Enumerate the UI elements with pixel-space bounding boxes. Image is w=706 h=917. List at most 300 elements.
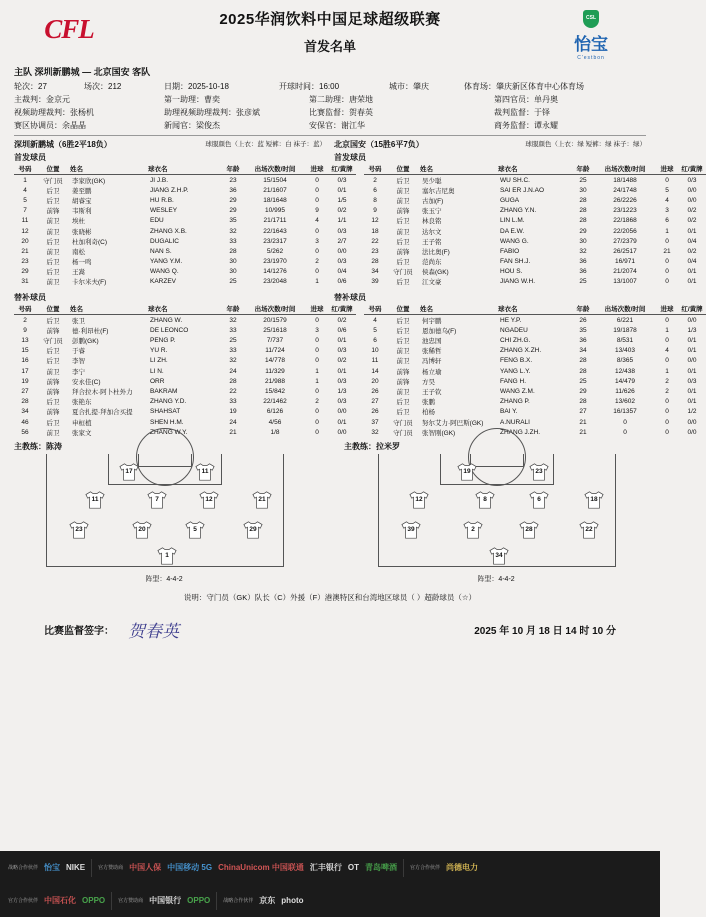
cell-cards: 0/4 — [687, 258, 697, 266]
cell-pos: 前卫 — [46, 218, 60, 226]
cell-no: 20 — [21, 237, 29, 245]
home-pitch — [14, 454, 314, 574]
cell-age: 33 — [229, 398, 237, 406]
cell-goals: 2 — [665, 377, 669, 385]
cell-no: 2 — [373, 176, 377, 184]
cell-apps: 22/1868 — [613, 217, 637, 225]
cell-shirtname: A.NURALI — [500, 418, 530, 426]
home-formation-label: 阵型： — [145, 576, 167, 584]
pitch-player-number: 5 — [193, 526, 197, 534]
home-name: 深圳新鹏城 — [14, 140, 54, 149]
divider — [14, 135, 646, 136]
th-goals: 进球 — [656, 163, 678, 175]
cell-pos: 前卫 — [46, 228, 60, 236]
cell-pos: 后卫 — [46, 197, 60, 205]
table-row — [364, 175, 706, 186]
sponsor-sub: C'estbon — [577, 55, 605, 61]
info-row — [14, 107, 646, 118]
cell-no: 46 — [21, 418, 29, 426]
cell-apps: 4/56 — [268, 418, 282, 426]
cell-cards: 1/1 — [337, 217, 347, 225]
cell-name: 冯博轩 — [422, 358, 442, 366]
cell-age: 29 — [229, 196, 237, 204]
cell-age: 36 — [579, 258, 587, 266]
home-formation — [14, 574, 314, 584]
cell-age: 25 — [229, 337, 237, 345]
cell-name: 江文豪 — [422, 279, 442, 287]
table-row — [14, 246, 356, 256]
info-value: 张杨机 — [70, 108, 94, 117]
table-row — [364, 325, 706, 335]
cell-shirtname: EDU — [150, 217, 164, 225]
cell-pos: 后卫 — [46, 399, 60, 407]
cell-name: 南松 — [72, 248, 85, 256]
cell-cards: 0/2 — [337, 316, 347, 324]
cell-pos: 前锋 — [46, 378, 60, 386]
away-subs-body — [364, 315, 706, 438]
cell-shirtname: ORR — [150, 377, 165, 385]
cell-name: 张玉宁 — [422, 208, 442, 216]
cell-no: 21 — [21, 247, 29, 255]
th-apps: 出场次数/时间 — [244, 163, 306, 175]
cell-no: 9 — [23, 326, 27, 334]
cell-cards: 0/1 — [687, 227, 697, 235]
cell-shirtname: WANG Q. — [150, 268, 179, 276]
info-value: 谭永耀 — [534, 121, 558, 130]
cell-no: 8 — [373, 196, 377, 204]
cell-cards: 0/3 — [687, 176, 697, 184]
cell-cards: 0/1 — [687, 337, 697, 345]
cell-name: 杨立瑜 — [422, 368, 442, 376]
cell-goals: 3 — [665, 207, 669, 215]
cell-age: 30 — [229, 268, 237, 276]
pitch-player-number: 6 — [537, 496, 541, 504]
cell-pos: 守门员 — [43, 338, 63, 346]
cell-pos: 后卫 — [396, 177, 410, 185]
sponsor-row2-label: 官方合作伙伴 — [409, 865, 440, 871]
th-pos: 位置 — [36, 163, 70, 175]
away-team-header — [334, 139, 646, 150]
cell-no: 22 — [371, 237, 379, 245]
cell-pos: 守门员 — [393, 419, 413, 427]
sponsor-item: photo — [281, 896, 304, 905]
cell-apps: 22/2056 — [613, 227, 637, 235]
th-cards: 红/黄牌 — [328, 163, 356, 175]
cell-name: 恩加德乌(F) — [422, 327, 457, 335]
cell-cards: 0/1 — [687, 268, 697, 276]
th-no: 号码 — [14, 163, 36, 175]
table-row — [14, 216, 356, 226]
th-age: 年龄 — [572, 303, 594, 315]
cell-no: 2 — [23, 316, 27, 324]
info-value: 于铎 — [534, 108, 550, 117]
table-row — [364, 427, 706, 437]
away-subs-title-wrap — [334, 292, 646, 303]
info-value: 谢江华 — [341, 121, 365, 130]
cell-pos: 前锋 — [46, 388, 60, 396]
divider — [91, 859, 92, 877]
cell-no: 28 — [371, 258, 379, 266]
cell-name: 王子钦 — [422, 388, 442, 396]
cell-age: 30 — [579, 237, 587, 245]
away-label: 客队 — [132, 67, 151, 77]
th-shirtname: 球衣名 — [498, 303, 572, 315]
cell-pos: 后卫 — [46, 419, 60, 427]
pitch-player-shirt — [400, 520, 422, 540]
cell-shirtname: ZHANG W. — [150, 316, 183, 324]
table-header-row — [364, 303, 706, 315]
cell-cards: 0/0 — [337, 247, 347, 255]
cell-no: 12 — [371, 217, 379, 225]
cell-no: 9 — [373, 207, 377, 215]
cell-pos: 后卫 — [46, 259, 60, 267]
cell-age: 32 — [229, 227, 237, 235]
cell-pos: 后卫 — [46, 317, 60, 325]
cell-age: 28 — [579, 367, 587, 375]
cell-shirtname: YANG L.Y. — [500, 367, 531, 375]
cell-goals: 3 — [315, 326, 319, 334]
cell-pos: 后卫 — [396, 279, 410, 287]
cell-cards: 0/1 — [337, 337, 347, 345]
divider — [403, 859, 404, 877]
cell-apps: 23/2048 — [263, 278, 287, 286]
starters-titles — [14, 152, 646, 163]
cell-age: 28 — [579, 196, 587, 204]
cell-goals: 0 — [665, 428, 669, 436]
cell-goals: 2 — [315, 258, 319, 266]
info-value: 16:00 — [319, 82, 340, 91]
table-row — [364, 417, 706, 427]
sponsor-item: 怡宝 — [44, 863, 61, 872]
cell-cards: 0/6 — [337, 278, 347, 286]
home-record: （6胜2平18负） — [54, 140, 112, 149]
cell-cards: 0/3 — [337, 398, 347, 406]
cell-apps: 15/1504 — [263, 176, 287, 184]
info-label: 场次： — [84, 82, 108, 91]
divider — [111, 892, 112, 910]
cell-shirtname: DE LEONCO — [150, 326, 189, 334]
table-row — [364, 397, 706, 407]
home-subs-title: 替补球员 — [14, 293, 46, 303]
cell-cards: 0/2 — [337, 207, 347, 215]
cell-no: 34 — [371, 268, 379, 276]
cell-no: 13 — [21, 337, 29, 345]
cell-apps: 0 — [623, 428, 627, 436]
sponsor-item: OPPO — [187, 896, 211, 905]
cell-age: 25 — [579, 377, 587, 385]
info-value: 212 — [108, 82, 122, 91]
cell-shirtname: NAN S. — [150, 247, 172, 255]
cell-apps: 22/1462 — [263, 398, 287, 406]
th-cards: 红/黄牌 — [678, 303, 706, 315]
cell-pos: 前卫 — [396, 348, 410, 356]
table-row — [14, 397, 356, 407]
cell-apps: 13/602 — [615, 398, 635, 406]
cell-pos: 前卫 — [396, 187, 410, 195]
home-starters-title: 首发球员 — [14, 153, 46, 162]
sponsor-item: 京东 — [259, 896, 276, 905]
table-row — [364, 246, 706, 256]
cell-name: 吴少聪 — [422, 177, 442, 185]
cell-goals: 0 — [315, 387, 319, 395]
document-header — [14, 0, 646, 61]
pitch-player-shirt — [578, 520, 600, 540]
info-label: 商务监督： — [494, 121, 534, 130]
cell-apps: 8/365 — [616, 357, 634, 365]
table-row — [14, 175, 356, 186]
info-row — [14, 94, 646, 105]
cell-apps: 5/262 — [266, 247, 284, 255]
cell-shirtname: ZHANG W.Y. — [150, 428, 188, 436]
cell-pos: 前卫 — [46, 368, 60, 376]
th-name: 姓名 — [70, 163, 148, 175]
cell-age: 36 — [229, 186, 237, 194]
cell-apps: 22/1643 — [263, 227, 287, 235]
cell-shirtname: ZHANG X.ZH. — [500, 347, 542, 355]
info-value: 曹奕 — [204, 95, 220, 104]
cell-pos: 前卫 — [396, 358, 410, 366]
cell-age: 23 — [229, 176, 237, 184]
cell-pos: 后卫 — [46, 348, 60, 356]
cell-cards: 2/7 — [337, 237, 347, 245]
home-label: 主队 — [14, 67, 33, 77]
info-row — [14, 120, 646, 131]
cell-name: 张稀哲 — [422, 348, 442, 356]
cell-shirtname: YU R. — [150, 347, 168, 355]
cell-goals: 5 — [665, 186, 669, 194]
sponsor-bar — [0, 851, 660, 917]
cell-name: 塞尔吉尼奥 — [422, 187, 455, 195]
table-row — [364, 315, 706, 326]
formation-labels — [14, 574, 646, 584]
cell-goals: 0 — [665, 237, 669, 245]
home-subs-table — [14, 303, 356, 437]
signature-date: 2025 年 10 月 18 日 14 时 10 分 — [474, 626, 616, 638]
cell-shirtname: ZHANG P. — [500, 398, 530, 406]
cell-name: 姜至鹏 — [72, 187, 92, 195]
cell-apps: 23/2317 — [263, 237, 287, 245]
legend-note: 说明：守门员（GK）队长（C）外援（F）港澳特区和台湾地区球员（ ）超龄球员（☆） — [183, 593, 477, 603]
pitch-player-shirt — [528, 490, 550, 510]
cell-age: 29 — [229, 207, 237, 215]
cell-apps: 11/626 — [615, 387, 635, 395]
cell-goals: 0 — [665, 258, 669, 266]
cell-no: 19 — [21, 377, 29, 385]
pitch-player-shirt — [474, 490, 496, 510]
cell-shirtname: LI ZH. — [150, 357, 168, 365]
cell-age: 21 — [579, 418, 587, 426]
cell-pos: 后卫 — [396, 317, 410, 325]
cell-name: 安永佳(C) — [72, 378, 101, 386]
away-pitch — [346, 454, 646, 574]
table-row — [14, 277, 356, 287]
cell-name: 努尔艾力·阿巴斯(GK) — [422, 419, 484, 427]
cell-no: 17 — [21, 367, 29, 375]
formations — [14, 454, 646, 574]
cell-age: 32 — [579, 247, 587, 255]
home-coach-label: 主教练： — [14, 442, 46, 452]
cell-pos: 后卫 — [396, 399, 410, 407]
table-row — [364, 257, 706, 267]
cell-apps: 12/438 — [615, 367, 635, 375]
cell-pos: 前卫 — [46, 248, 60, 256]
shield-icon — [583, 10, 599, 28]
cell-no: 1 — [23, 176, 27, 184]
cell-goals: 0 — [315, 186, 319, 194]
coaches-row — [14, 441, 646, 452]
th-goals: 进球 — [306, 163, 328, 175]
info-label: 体育场： — [464, 82, 496, 91]
cell-goals: 0 — [315, 176, 319, 184]
info-label: 主裁判： — [14, 95, 46, 104]
cell-name: 夏合扎提·拜加合买提 — [72, 409, 133, 417]
cell-pos: 前卫 — [396, 228, 410, 236]
info-label: 裁判监督： — [494, 108, 534, 117]
cell-name: 于睿 — [72, 348, 85, 356]
cell-shirtname: ZHANG J.ZH. — [500, 428, 541, 436]
cell-name: 李家欣(GK) — [72, 177, 106, 185]
cell-apps: 26/2226 — [613, 196, 637, 204]
table-row — [364, 376, 706, 386]
table-row — [14, 376, 356, 386]
cell-no: 20 — [371, 377, 379, 385]
cell-cards: 0/2 — [687, 247, 697, 255]
cell-pos: 前锋 — [46, 409, 60, 417]
sponsor-item: 中国石化 — [44, 896, 77, 905]
cell-cards: 0/3 — [337, 227, 347, 235]
pitch-player-shirt — [528, 462, 550, 482]
pitch-player-number: 20 — [138, 526, 146, 534]
cell-cards: 0/1 — [687, 367, 697, 375]
table-header-row — [14, 163, 356, 175]
match-info — [14, 65, 646, 131]
cell-no: 5 — [373, 326, 377, 334]
pitch-player-number: 11 — [201, 468, 209, 476]
cell-shirtname: GUGA — [500, 196, 520, 204]
table-row — [14, 386, 356, 396]
cell-cards: 0/1 — [337, 186, 347, 194]
cell-no: 4 — [23, 186, 27, 194]
info-label: 视频助理裁判： — [14, 108, 70, 117]
cell-cards: 0/1 — [687, 278, 697, 286]
cell-apps: 13/1007 — [613, 278, 637, 286]
cell-age: 19 — [229, 408, 237, 416]
cell-shirtname: BAI Y. — [500, 408, 518, 416]
table-row — [364, 185, 706, 195]
cell-pos: 前锋 — [46, 327, 60, 335]
cfl-logo — [14, 8, 124, 45]
table-row — [364, 335, 706, 345]
sponsor-row2-label-b: 官方合作伙伴 — [8, 898, 39, 904]
cell-shirtname: CHI ZH.G. — [500, 337, 531, 345]
cell-age: 24 — [229, 418, 237, 426]
cell-goals: 9 — [315, 207, 319, 215]
page-title: 2025华润饮料中国足球超级联赛 — [219, 11, 441, 28]
th-age: 年龄 — [222, 163, 244, 175]
cell-shirtname: SHEN H.M. — [150, 418, 184, 426]
cell-apps: 6/221 — [616, 316, 634, 324]
cell-apps: 8/531 — [616, 337, 634, 345]
cell-apps: 27/2379 — [613, 237, 637, 245]
th-cards: 红/黄牌 — [678, 163, 706, 175]
cell-age: 28 — [579, 398, 587, 406]
cell-no: 7 — [23, 207, 27, 215]
cell-age: 35 — [229, 217, 237, 225]
cell-goals: 0 — [665, 278, 669, 286]
cell-shirtname: ZHANG Y.D. — [150, 398, 187, 406]
cell-shirtname: JIANG Z.H.P. — [150, 186, 189, 194]
cell-name: 古加(F) — [422, 197, 444, 205]
cell-pos: 前锋 — [396, 368, 410, 376]
th-age: 年龄 — [572, 163, 594, 175]
th-no: 号码 — [14, 303, 36, 315]
cell-name: 张晓彬 — [72, 228, 92, 236]
cell-cards: 1/3 — [337, 387, 347, 395]
cell-cards: 0/2 — [687, 207, 697, 215]
home-subs-body — [14, 315, 356, 438]
sponsor-logo — [536, 8, 646, 61]
cell-age: 36 — [579, 337, 587, 345]
cell-apps: 21/988 — [265, 377, 285, 385]
title-block — [124, 8, 536, 55]
cell-name: 方昊 — [422, 378, 435, 386]
cell-pos: 前锋 — [396, 208, 410, 216]
cell-goals: 4 — [315, 217, 319, 225]
cell-goals: 0 — [665, 176, 669, 184]
info-label: 城市： — [389, 82, 413, 91]
th-age: 年龄 — [222, 303, 244, 315]
cell-goals: 0 — [315, 196, 319, 204]
sponsor-item: OPPO — [82, 896, 106, 905]
th-pos: 位置 — [386, 303, 420, 315]
pitch-player-shirt — [251, 490, 273, 510]
cell-age: 25 — [579, 278, 587, 286]
pitch-player-number: 34 — [495, 552, 503, 560]
cell-age: 32 — [229, 357, 237, 365]
cell-name: 李智 — [72, 358, 85, 366]
cell-apps: 14/479 — [615, 377, 635, 385]
cell-no: 23 — [371, 247, 379, 255]
th-apps: 出场次数/时间 — [244, 303, 306, 315]
cell-cards: 0/1 — [337, 367, 347, 375]
pitch-player-number: 1 — [165, 552, 169, 560]
cell-apps: 16/971 — [615, 258, 635, 266]
pitch-player-number: 28 — [525, 526, 533, 534]
pitch-player-shirt — [84, 490, 106, 510]
cell-name: 拜合拉木·阿卜杜外力 — [72, 388, 133, 396]
cell-no: 27 — [371, 398, 379, 406]
cell-age: 28 — [579, 207, 587, 215]
sponsor-item: 尚德电力 — [445, 863, 478, 872]
pitch-player-number: 7 — [155, 496, 159, 504]
pitch-player-shirt — [242, 520, 264, 540]
cell-age: 36 — [579, 268, 587, 276]
cell-age: 28 — [229, 377, 237, 385]
cell-apps: 13/403 — [615, 347, 635, 355]
th-name: 姓名 — [420, 163, 498, 175]
cell-shirtname: WESLEY — [150, 207, 178, 215]
cell-age: 21 — [229, 428, 237, 436]
cell-goals: 1 — [315, 367, 319, 375]
table-row — [14, 356, 356, 366]
pitch-player-number: 12 — [415, 496, 423, 504]
cell-no: 37 — [371, 418, 379, 426]
cfl-logo-text: CFL — [44, 14, 94, 44]
cell-age: 30 — [579, 186, 587, 194]
cell-name: 埃杜 — [72, 218, 85, 226]
starters-tables — [14, 163, 703, 287]
cell-goals: 0 — [315, 316, 319, 324]
